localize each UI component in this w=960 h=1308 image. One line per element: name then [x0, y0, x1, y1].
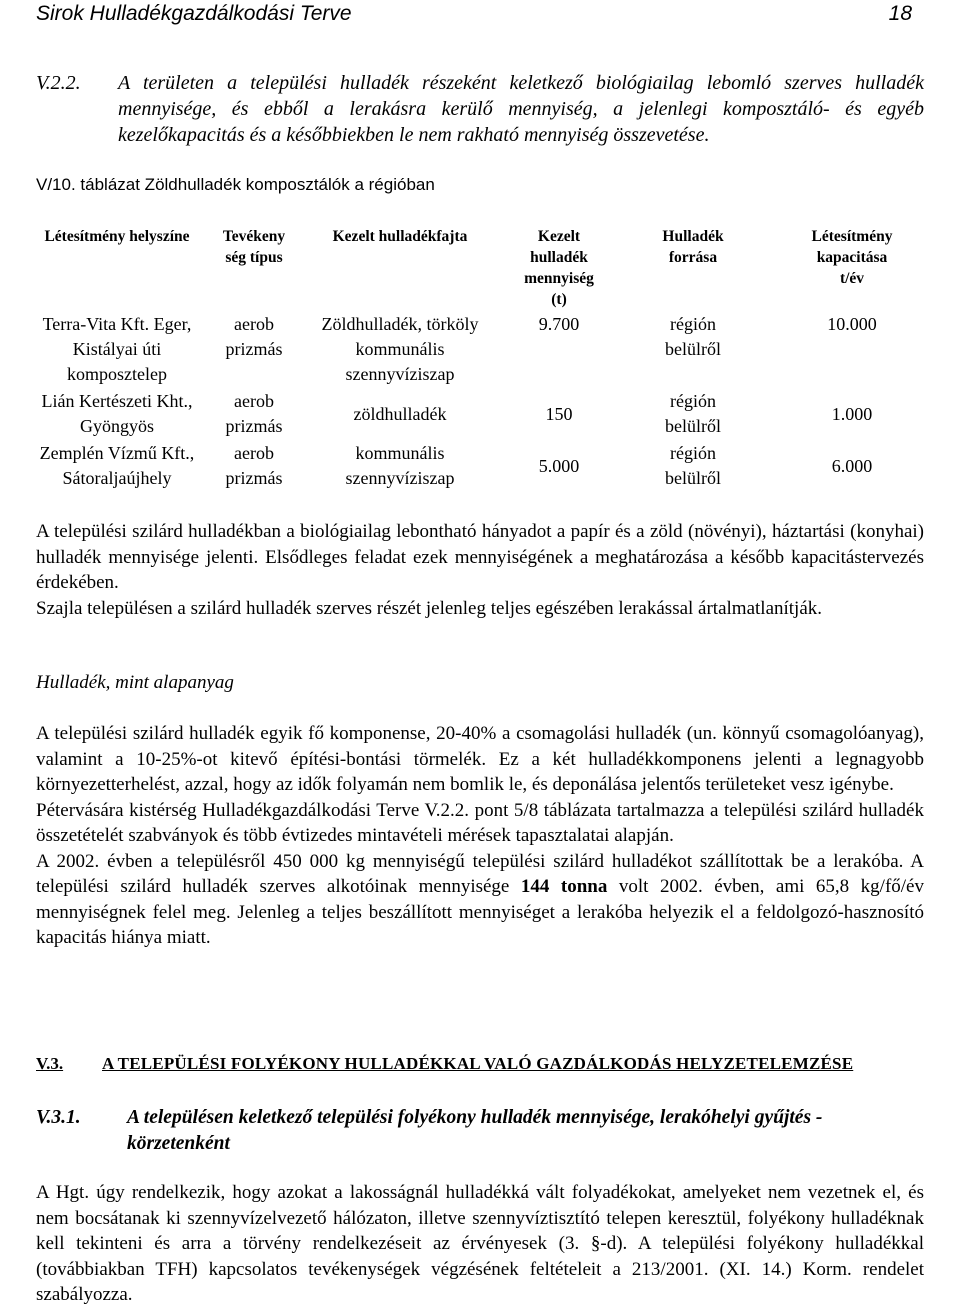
header-line: Kezelt	[537, 228, 581, 245]
table-cell-activity-type	[208, 312, 300, 388]
cell-line: 9.700	[538, 314, 580, 334]
table-caption: V/10. táblázat Zöldhulladék komposztálók a régióban	[36, 175, 435, 194]
cell-line: Zemplén Vízmű Kft.,	[39, 443, 195, 463]
table-row	[26, 388, 936, 440]
paragraph-text: A települési szilárd hulladék egyik fő komponense, 20-40% a csomagolási hulladék (un. könnyű csomagolóanyag), valamint a 10-25%-ot kitevő építési-bontási törmelék. Ez a két hulladékkomponens jelenti a legnagyobb környezetterhelést, azzal, hogy az idők folyamán nem bomlik le, és deponálása jelentős területeket vesz igénybe.	[36, 723, 924, 795]
table-cell-location	[26, 312, 208, 388]
cell-line: 150	[545, 403, 573, 424]
section-title: A területen a települési hulladék részeként keletkező biológiailag lebomló szerves hulladék mennyisége, és ebből a lerakásra kerülő mennyiség, a jelenlegi komposztáló- és egyéb kezelőkapacitás és a későbbiekben le nem rakható mennyiség összevetése.	[118, 72, 924, 146]
cell-line: belülről	[665, 339, 721, 359]
table-cell-capacity	[768, 440, 936, 492]
cell-line: komposztelep	[67, 364, 167, 384]
column-header-quantity	[500, 226, 618, 312]
section-v31-heading	[36, 1105, 924, 1157]
table-cell-activity-type	[208, 388, 300, 440]
cell-line: 10.000	[827, 314, 877, 334]
cell-line: szennyvíziszap	[345, 364, 455, 384]
table-cell-capacity	[768, 312, 936, 388]
column-header-capacity	[768, 226, 936, 312]
cell-line: Zöldhulladék, törköly	[321, 314, 479, 334]
table-cell-waste-type	[300, 388, 500, 440]
paragraph-text: Szajla településen a szilárd hulladék szerves részét jelenleg teljes egészében lerakással ártalmatlanítják.	[36, 597, 823, 619]
table-cell-capacity	[768, 388, 936, 440]
cell-line: Terra-Vita Kft. Eger,	[42, 314, 192, 334]
cell-line: kommunális	[355, 443, 445, 463]
document-title: Sirok Hulladékgazdálkodási Terve	[36, 2, 352, 25]
table-cell-quantity	[500, 312, 618, 388]
paragraph-biodegradable	[36, 519, 924, 621]
header-line: hulladék	[530, 249, 588, 266]
table-header-row	[26, 226, 936, 312]
section-title: A településen keletkező települési folyékony hulladék mennyisége, lerakóhelyi gyűjtés - körzetenként	[127, 1107, 823, 1154]
paragraph-text: Pétervására kistérség Hulladékgazdálkodási Terve V.2.2. pont 5/8 táblázata tartalmazza a települési szilárd hulladék összetételét szabványok és több évtizedes mintavételi mérések tapasztalatai alapján.	[36, 799, 924, 846]
cell-line: aerob	[234, 391, 274, 411]
header-line: (t)	[551, 291, 567, 308]
header-line: forrása	[668, 249, 718, 266]
header-line: t/év	[839, 270, 865, 287]
paragraph-liquid-waste	[36, 1180, 924, 1308]
column-header-waste-source	[618, 226, 768, 312]
table-row	[26, 312, 936, 388]
table-cell-quantity	[500, 440, 618, 492]
cell-line: prizmás	[225, 339, 283, 359]
cell-line: prizmás	[225, 468, 283, 488]
table-cell-waste-source	[618, 388, 768, 440]
paragraph-text: A települési szilárd hulladékban a biológiailag lebontható hányadot a papír és a zöld (növényi), háztartási (konyhai) hulladék mennyisége jelenti. Elsődleges feladat ezek mennyiségének a meghatározása a később kapacitástervezés érdekében.	[36, 521, 924, 593]
header-line: Hulladék	[662, 228, 724, 245]
text-run: volt 2002. évben, ami 65,8 kg/fő/év mennyiségnek felel meg. Jelenleg a teljes beszállított mennyiséget a lerakóba helyezik el a feldolgozó-hasznosító kapacitás hiánya miatt.	[36, 876, 924, 948]
table-cell-waste-source	[618, 440, 768, 492]
column-header-waste-type	[300, 226, 500, 312]
column-header-location	[26, 226, 208, 312]
header-line: Tevékeny	[222, 228, 286, 245]
paragraph-text	[36, 849, 924, 951]
table-cell-location	[26, 440, 208, 492]
cell-line: aerob	[234, 314, 274, 334]
cell-line: kommunális	[355, 339, 445, 359]
header-line: ség típus	[225, 249, 283, 266]
cell-line: 6.000	[831, 455, 873, 476]
cell-line: Gyöngyös	[79, 416, 154, 436]
cell-line: régión	[670, 314, 716, 334]
section-number: V.3.1.	[36, 1107, 81, 1128]
header-line: Létesítmény	[811, 228, 893, 245]
column-header-activity-type	[208, 226, 300, 312]
cell-line: Lián Kertészeti Kht.,	[41, 391, 193, 411]
cell-line: szennyvíziszap	[345, 468, 455, 488]
cell-line: Kistályai úti	[72, 339, 162, 359]
subheading: Hulladék, mint alapanyag	[36, 672, 234, 693]
table-cell-location	[26, 388, 208, 440]
header-line: mennyiség	[524, 270, 594, 287]
table-cell-waste-type	[300, 312, 500, 388]
page-header	[36, 0, 912, 28]
cell-line: belülről	[665, 416, 721, 436]
table-cell-waste-source	[618, 312, 768, 388]
paragraph-raw-material	[36, 721, 924, 951]
cell-line: régión	[670, 391, 716, 411]
cell-line: zöldhulladék	[353, 403, 447, 424]
text-run: A 2002. évben a településről 450 000 kg mennyiségű települési szilárd hulladékot szállítottak be a lerakóba. A települési szilárd hulladék szerves alkotóinak mennyisége	[36, 850, 924, 897]
header-line: Kezelt hulladékfajta	[332, 228, 468, 245]
header-line: kapacitása	[816, 249, 888, 266]
table-cell-activity-type	[208, 440, 300, 492]
cell-line: 1.000	[831, 403, 873, 424]
table-cell-waste-type	[300, 440, 500, 492]
header-line: Létesítmény helyszíne	[44, 228, 190, 245]
cell-line: 5.000	[538, 455, 580, 476]
section-number: V.2.2.	[36, 72, 81, 94]
table-row	[26, 440, 936, 492]
table-cell-quantity	[500, 388, 618, 440]
cell-line: belülről	[665, 468, 721, 488]
page-number: 18	[888, 2, 912, 25]
section-number: V.3.	[36, 1054, 64, 1073]
section-title: A TELEPÜLÉSI FOLYÉKONY HULLADÉKKAL VALÓ GAZDÁLKODÁS HELYZETELEMZÉSE	[102, 1054, 854, 1073]
cell-line: aerob	[234, 443, 274, 463]
cell-line: régión	[670, 443, 716, 463]
bold-amount: 144 tonna	[520, 876, 608, 897]
cell-line: Sátoraljaújhely	[62, 468, 172, 488]
paragraph-text: A Hgt. úgy rendelkezik, hogy azokat a lakosságnál hulladékká vált folyadékokat, amelyeket nem vezetnek el, és nem bocsátanak ki szennyvízelvezető hálózaton, illetve szennyvíztisztító telepen keresztül, folyékony hulladéknak kell tekinteni és arra a törvény rendelkezéseit az érvényesek (3. §-d). A települési folyékony hulladékkal (továbbiakban TFH) kapcsolatos tevékenységek végzésének feltételeit a 213/2001. (XI. 14.) Korm. rendelet szabályozza.	[36, 1182, 924, 1305]
cell-line: prizmás	[225, 416, 283, 436]
composting-table	[26, 226, 936, 492]
section-v22-heading	[36, 70, 924, 148]
